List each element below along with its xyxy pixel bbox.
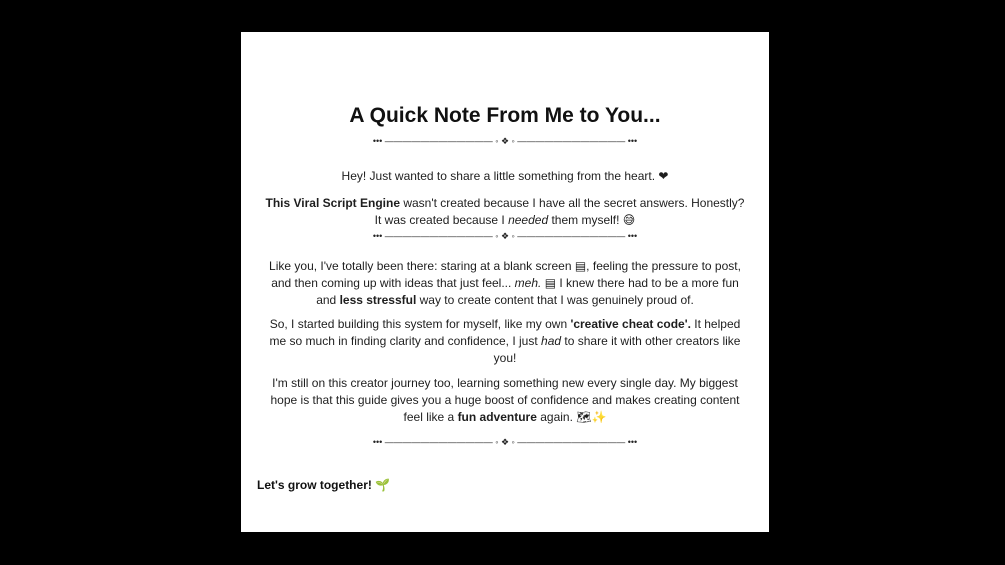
- page-title: A Quick Note From Me to You...: [349, 104, 661, 127]
- emphasis: had: [541, 334, 562, 348]
- text: them myself! 😅: [548, 213, 636, 227]
- paragraph-greeting: Hey! Just wanted to share a little something from the heart. ❤: [341, 169, 669, 183]
- text: I'm still on this creator journey too, learning something new every single day. My biggest hope is that this guide gives you a huge boost of confidence and makes creating content feel like a: [270, 376, 740, 424]
- divider-middle: ••• ———————————— ◦ ❖ ◦ ———————————— •••: [372, 231, 638, 241]
- signoff: Let's grow together! 🌱: [257, 478, 391, 492]
- emphasis: meh.: [514, 276, 542, 290]
- text: way to create content that I was genuinely proud of.: [416, 293, 694, 307]
- text: Like you, I've totally been there: staring at a blank screen ▤, feeling the pressure to post, and then coming up with ideas that just feel...: [269, 259, 741, 290]
- bold-phrase: less stressful: [339, 293, 417, 307]
- divider-top: ••• ———————————— ◦ ❖ ◦ ———————————— •••: [372, 136, 638, 146]
- bold-phrase: 'creative cheat code'.: [570, 317, 691, 331]
- paragraph-system: [261, 316, 749, 367]
- text: to share it with other creators like you!: [493, 334, 741, 365]
- text: ▤ I knew there had to be a more fun and: [316, 276, 739, 307]
- paragraph-struggle: [261, 258, 749, 309]
- paragraph-origin: [261, 195, 749, 229]
- product-name: This Viral Script Engine: [265, 196, 400, 210]
- text: again. 🗺✨: [536, 410, 607, 424]
- divider-bottom: ••• ———————————— ◦ ❖ ◦ ———————————— •••: [372, 437, 638, 447]
- text: So, I started building this system for myself, like my own: [269, 317, 571, 331]
- paragraph-journey: [261, 375, 749, 426]
- bold-phrase: fun adventure: [457, 410, 537, 424]
- emphasis: needed: [508, 213, 549, 227]
- note-page: [241, 32, 769, 532]
- text: wasn't created because I have all the secret answers. Honestly? It was created because I: [374, 196, 745, 227]
- text: It helped me so much in finding clarity and confidence, I just: [269, 317, 741, 348]
